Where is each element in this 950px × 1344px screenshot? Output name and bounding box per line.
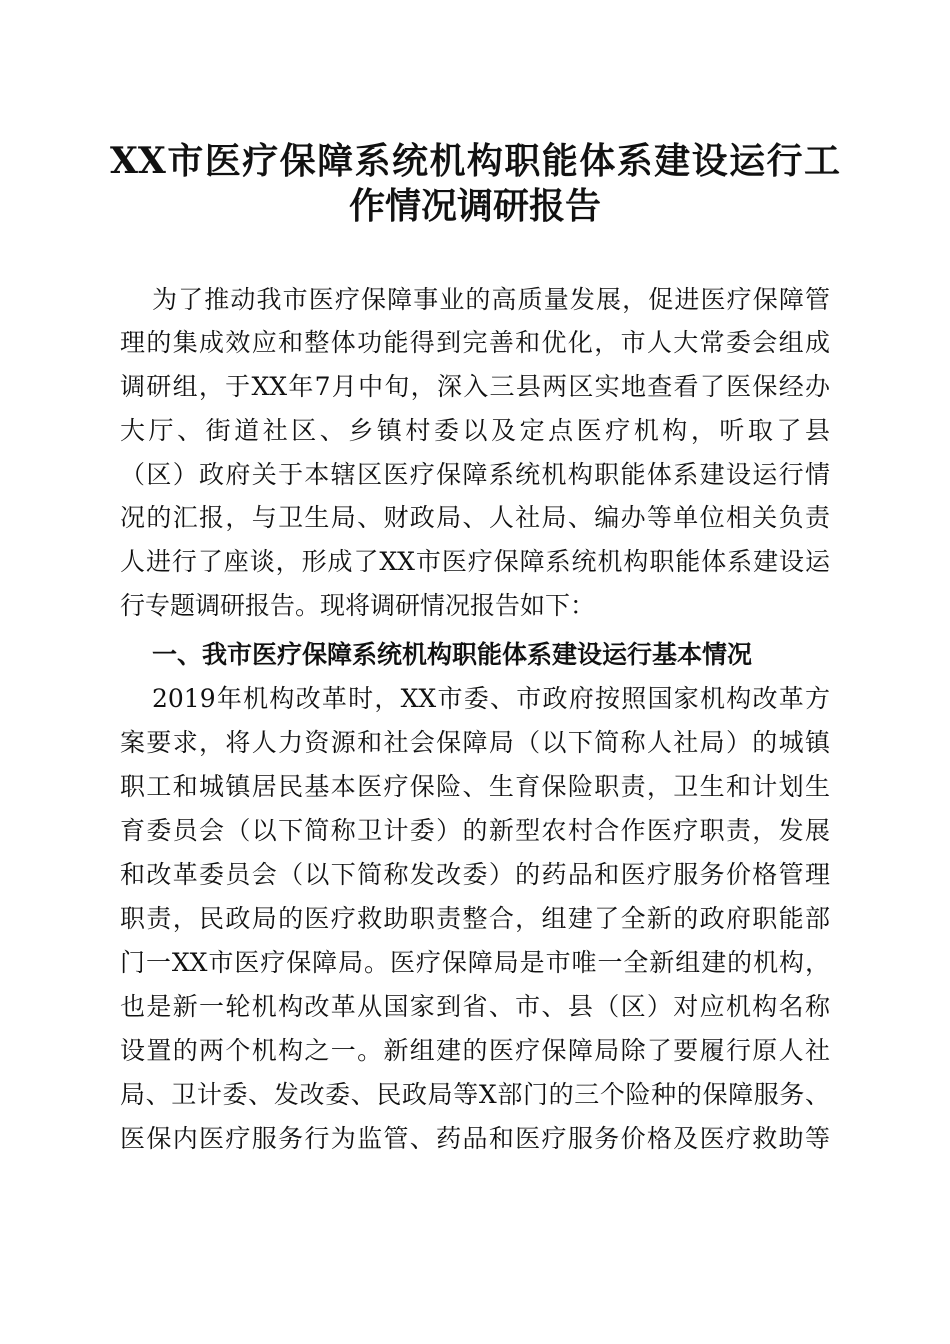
text-line: 医保内医疗服务行为监管、药品和医疗服务价格及医疗救助等: [120, 1124, 830, 1153]
text-line: 也是新一轮机构改革从国家到省、市、县（区）对应机构名称: [120, 992, 830, 1021]
text-line: 人进行了座谈，形成了XX市医疗保障系统机构职能体系建设运: [120, 547, 830, 576]
text-line: 2019年机构改革时，XX市委、市政府按照国家机构改革方: [152, 684, 830, 713]
text-line: 职工和城镇居民基本医疗保险、生育保险职责，卫生和计划生: [120, 772, 830, 801]
text-line: 设置的两个机构之一。新组建的医疗保障局除了要履行原人社: [120, 1036, 830, 1065]
text-line: 大厅、街道社区、乡镇村委以及定点医疗机构，听取了县: [120, 416, 830, 445]
report-title-line-2: 作情况调研报告: [348, 185, 601, 227]
report-title-line-1: XX市医疗保障系统机构职能体系建设运行工: [110, 140, 840, 182]
text-line: 为了推动我市医疗保障事业的高质量发展，促进医疗保障管: [152, 285, 830, 314]
text-line: 况的汇报，与卫生局、财政局、人社局、编办等单位相关负责: [120, 503, 830, 532]
text-line: 和改革委员会（以下简称发改委）的药品和医疗服务价格管理: [120, 860, 830, 889]
text-line: 职责，民政局的医疗救助职责整合，组建了全新的政府职能部: [120, 904, 830, 933]
text-line: 育委员会（以下简称卫计委）的新型农村合作医疗职责，发展: [120, 816, 830, 845]
text-line: 理的集成效应和整体功能得到完善和优化，市人大常委会组成: [120, 328, 830, 357]
text-line: 行专题调研报告。现将调研情况报告如下：: [120, 591, 596, 620]
section-heading: 一、我市医疗保障系统机构职能体系建设运行基本情况: [152, 640, 753, 669]
text-line: 门一XX市医疗保障局。医疗保障局是市唯一全新组建的机构，: [120, 948, 830, 977]
text-line: （区）政府关于本辖区医疗保障系统机构职能体系建设运行情: [120, 460, 830, 489]
text-line: 局、卫计委、发改委、民政局等X部门的三个险种的保障服务、: [120, 1080, 830, 1109]
text-line: 案要求，将人力资源和社会保障局（以下简称人社局）的城镇: [120, 728, 830, 757]
text-line: 调研组，于XX年7月中旬，深入三县两区实地查看了医保经办: [120, 372, 830, 401]
